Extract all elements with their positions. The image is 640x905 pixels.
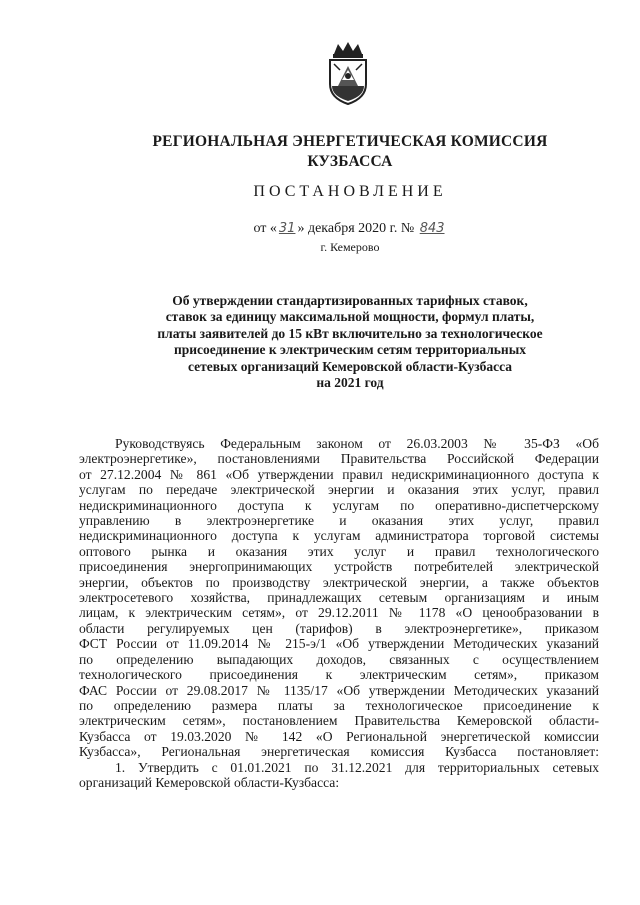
document-body bbox=[79, 436, 599, 790]
body-line: электросетевого хозяйства, принадлежащих сетевым организациям и иным bbox=[79, 590, 599, 606]
body-line: от 27.12.2004 № 861 «Об утверждении правил недискриминационного доступа к bbox=[79, 466, 599, 482]
title-line: присоединение к электрическим сетям территориальных bbox=[173, 342, 526, 358]
city: г. Кемерово bbox=[320, 240, 380, 254]
body-line: энергии, объектов по производству электрической энергии, а также объектов bbox=[79, 574, 599, 590]
body-line: недискриминационного доступа к услугам по оперативно-диспетчерскому bbox=[79, 497, 599, 513]
body-line: оптового рынка и оказания этих услуг и правил технологического bbox=[79, 543, 599, 559]
body-line: Кузбасса от 19.03.2020 № 142 «О Региональной энергетической комиссии bbox=[79, 728, 599, 744]
body-line: по определению выпадающих доходов, связанных с осуществлением bbox=[79, 651, 599, 667]
body-line: лицам, к электрическим сетям», от 29.12.2011 № 1178 «О ценообразовании в bbox=[79, 605, 599, 621]
body-line: 1. Утвердить с 01.01.2021 по 31.12.2021 для территориальных сетевых bbox=[115, 759, 599, 775]
organization-name-line1: РЕГИОНАЛЬНАЯ ЭНЕРГЕТИЧЕСКАЯ КОМИССИЯ bbox=[152, 133, 548, 150]
title-line: сетевых организаций Кемеровской области-Кузбасса bbox=[187, 358, 513, 374]
date-prefix: от « bbox=[253, 221, 277, 236]
body-line: организаций Кемеровской области-Кузбасса: bbox=[79, 774, 340, 790]
document-type: ПОСТАНОВЛЕНИЕ bbox=[253, 183, 447, 200]
body-line: электроэнергетике», постановлениями Правительства Российской Федерации bbox=[79, 451, 599, 467]
body-line: управлению в электроэнергетике и оказания этих услуг, правил bbox=[79, 513, 599, 529]
kuzbass-coat-of-arms-icon bbox=[326, 40, 370, 106]
body-line: по определению размера платы за технологическое присоединение к bbox=[79, 697, 599, 713]
body-line: присоединения энергопринимающих устройств потребителей электрической bbox=[79, 559, 599, 575]
body-line: электрическим сетям», постановлением Правительства Кемеровской области- bbox=[79, 713, 599, 729]
date-middle: » декабря 2020 г. № bbox=[297, 221, 415, 236]
body-line: области регулируемых цен (тарифов) в электроэнергетике», приказом bbox=[79, 620, 599, 636]
title-line: платы заявителей до 15 кВт включительно за технологическое bbox=[157, 325, 543, 341]
title-line: ставок за единицу максимальной мощности, формул платы, bbox=[165, 309, 535, 325]
date-line bbox=[150, 221, 550, 237]
body-line: услугам по передаче электрической энергии и оказания этих услуг, правил bbox=[79, 482, 599, 498]
title-line: Об утверждении стандартизированных тарифных ставок, bbox=[172, 293, 528, 308]
body-line: ФСТ России от 11.09.2014 № 215-э/1 «Об утверждении Методических указаний bbox=[79, 636, 599, 652]
date-day: 31 bbox=[278, 221, 296, 236]
body-line: технологического присоединения к электрическим сетям», приказом bbox=[79, 667, 599, 683]
organization-name-line2: КУЗБАССА bbox=[307, 153, 393, 170]
body-line: недискриминационного доступа к услугам администратора торговой системы bbox=[79, 528, 599, 544]
body-line: ФАС России от 29.08.2017 № 1135/17 «Об утверждении Методических указаний bbox=[79, 682, 599, 698]
title-line: на 2021 год bbox=[316, 375, 384, 391]
document-title bbox=[140, 293, 560, 391]
document-number: 843 bbox=[419, 221, 445, 236]
body-line: Руководствуясь Федеральным законом от 26.03.2003 № 35-ФЗ «Об bbox=[115, 436, 599, 451]
body-line: Кузбасса», Региональная энергетическая комиссия Кузбасса постановляет: bbox=[79, 744, 599, 760]
